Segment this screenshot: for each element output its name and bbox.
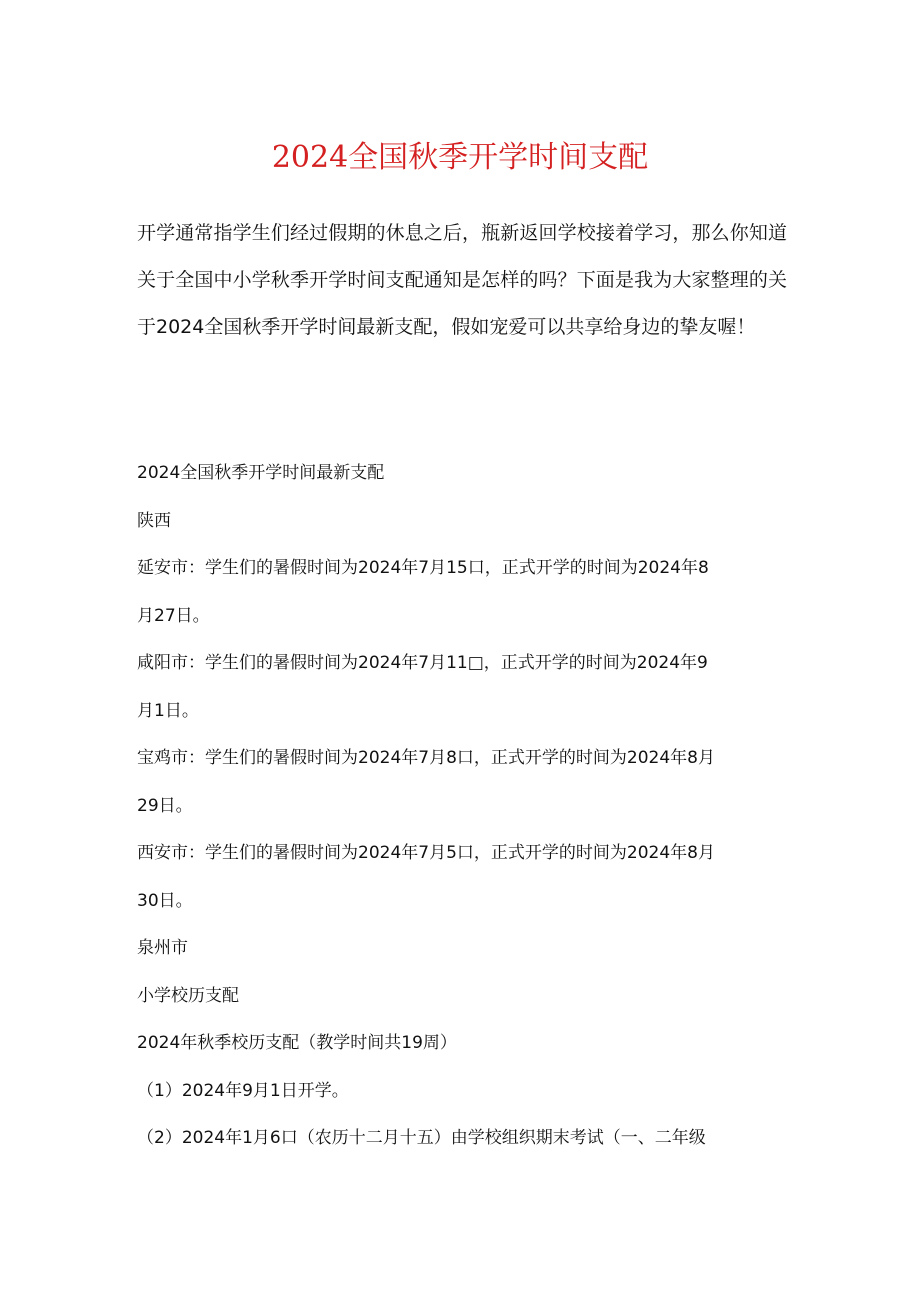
xianyang-line-2: 月1日。 [137, 700, 199, 721]
list-item-2: （2）2024年1月6口（农历十二月十五）由学校组织期末考试（一、二年级 [137, 1128, 706, 1148]
baoji-line-1: 宝鸡市：学生们的暑假时间为2024年7月8口，正式开学的时间为2024年8月 [137, 748, 715, 768]
document-title: 2024全国秋季开学时间支配 [271, 140, 649, 175]
xianyang-line-1: 咸阳市：学生们的暑假时间为2024年7月11□，正式开学的时间为2024年9 [137, 653, 708, 673]
subheading-primary-calendar: 小学校历支配 [137, 985, 239, 1006]
baoji-line-2: 29日。 [137, 795, 193, 816]
city-heading-quanzhou: 泉州市 [137, 938, 188, 958]
schedule-section [137, 450, 787, 1163]
section-heading: 2024全国秋季开学时间最新支配 [137, 463, 385, 483]
yanan-line-1: 延安市：学生们的暑假时间为2024年7月15口，正式开学的时间为2024年8 [137, 558, 709, 578]
xian-line-2: 30日。 [137, 890, 193, 911]
yanan-line-2: 月27日。 [137, 605, 210, 626]
intro-paragraph: 开学通常指学生们经过假期的休息之后，瓶新返回学校接着学习，那么你知道关于全国中小学秋季开学时间支配通知是怎样的吗？下面是我为大家整理的关于2024全国秋季开学时间最新支配，假如宠爱可以共享给身边的挚友喔！ [137, 222, 787, 338]
list-item-1: （1）2024年9月1日开学。 [137, 1080, 349, 1101]
xian-line-1: 西安市：学生们的暑假时间为2024年7月5口，正式开学的时间为2024年8月 [137, 843, 715, 863]
province-heading-shaanxi: 陕西 [137, 510, 171, 531]
autumn-calendar-heading: 2024年秋季校历支配（教学时间共19周） [137, 1033, 457, 1053]
